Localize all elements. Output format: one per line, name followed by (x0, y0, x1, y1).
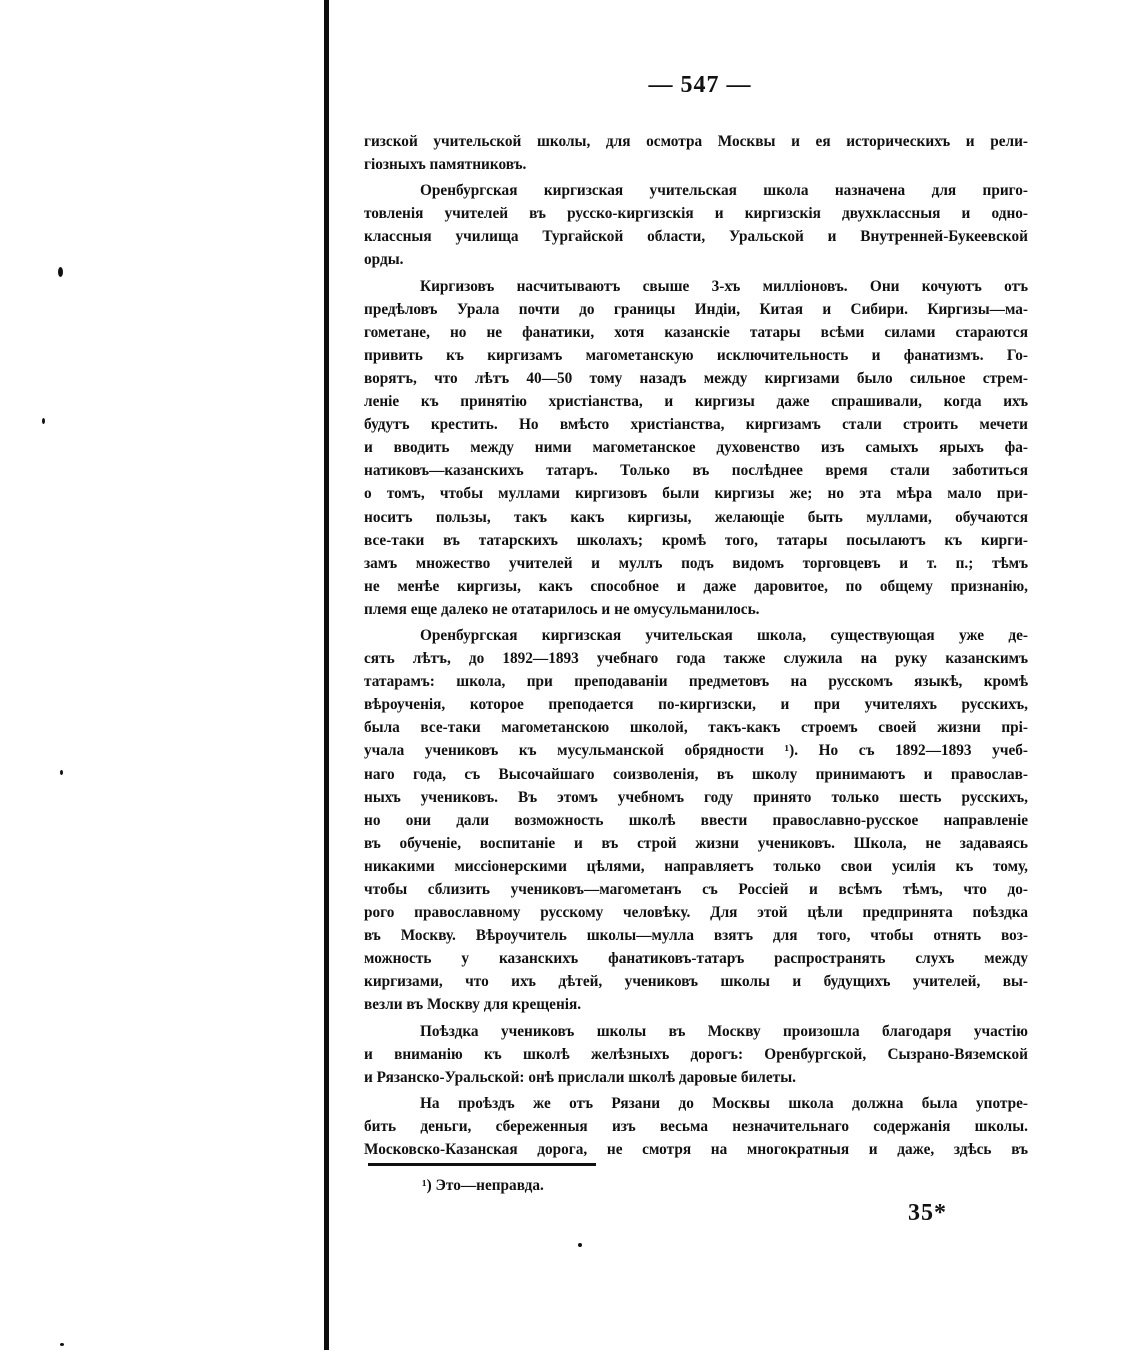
text-line: въ обученіе, воспитаніе и въ строй жизни учениковъ. Школа, не задаваясь (364, 834, 1028, 852)
text-line: носитъ пользы, такъ какъ киргизы, желающіе быть муллами, обучаются (364, 508, 1028, 526)
text-line: Московско-Казанская дорога, не смотря на многократныя и даже, здѣсь въ (364, 1141, 1028, 1159)
body-text (364, 130, 1028, 1161)
text-line: гометане, но не фанатики, хотя казанскіе татары всѣми силами стараются (364, 323, 1028, 341)
margin-speck (42, 418, 45, 424)
binding-gutter-line (324, 0, 329, 1350)
text-line: чтобы сблизить учениковъ—магометанъ съ Россіей и всѣмъ тѣмъ, что до- (364, 881, 1028, 898)
text-line: привить къ киргизамъ магометанскую исключительность и фанатизмъ. Го- (364, 346, 1028, 364)
printer-signature-mark: 35* (908, 1200, 947, 1226)
margin-speck (578, 1243, 582, 1247)
margin-speck (60, 770, 63, 775)
text-line: ныхъ учениковъ. Въ этомъ учебномъ году принято только шесть русскихъ, (364, 788, 1028, 806)
text-line: но они дали возможность школѣ ввести православно-русское направленіе (364, 811, 1028, 829)
page-number: — 547 — (648, 72, 752, 98)
text-line: все-таки въ татарскихъ школахъ; кромѣ того, татары посылаютъ къ кирги- (364, 531, 1028, 549)
text-line: и вниманію къ школѣ желѣзныхъ дорогъ: Оренбургской, Сызрано-Вяземской (364, 1045, 1028, 1063)
text-line: гизской учительской школы, для осмотра Москвы и ея историческихъ и рели- (364, 133, 1028, 150)
paragraph (364, 130, 1028, 176)
text-line: везли въ Москву для крещенія. (364, 996, 582, 1014)
text-line: въ Москву. Вѣроучитель школы—мулла взятъ для того, чтобы отнять воз- (364, 927, 1028, 945)
text-line: Поѣздка учениковъ школы въ Москву произошла благодаря участію (420, 1022, 1028, 1040)
footnote: ¹) Это—неправда. (422, 1177, 544, 1194)
text-line: вѣроученія, которое преподается по-киргизски, и при учителяхъ русскихъ, (364, 696, 1028, 714)
paragraph (364, 1092, 1028, 1161)
text-line: не менѣе киргизы, какъ способное и даже даровитое, по общему признанію, (364, 577, 1028, 595)
footnote-divider (368, 1163, 596, 1166)
text-line: товленія учителей въ русско-киргизскія и киргизскія двухклассныя и одно- (364, 205, 1028, 223)
text-line: была все-таки магометанскою школой, такъ-какъ строемъ своей жизни прі- (364, 719, 1028, 737)
text-line: орды. (364, 251, 404, 269)
text-line: никакими миссіонерскими цѣлями, направляетъ только свои усилія къ тому, (364, 857, 1028, 875)
text-line: Оренбургская киргизская учительская школа назначена для приго- (420, 182, 1028, 200)
text-line: бить деньги, сбереженныя изъ весьма незначительнаго содержанія школы. (364, 1117, 1028, 1135)
paragraph (364, 179, 1028, 271)
text-line: о томъ, чтобы муллами киргизовъ были киргизы же; но эта мѣра мало при- (364, 485, 1028, 503)
text-line: наго года, съ Высочайшаго соизволенія, въ школу принимаютъ и православ- (364, 765, 1028, 783)
paragraph (364, 275, 1028, 621)
text-line: замъ множество учителей и муллъ подъ видомъ торговцевъ и т. п.; тѣмъ (364, 554, 1028, 572)
paragraph (364, 624, 1028, 1017)
text-line: племя еще далеко не отатарилось и не омусульманилось. (364, 600, 760, 618)
text-line: киргизами, что ихъ дѣтей, учениковъ школы и будущихъ учителей, вы- (364, 973, 1028, 991)
text-line: рого православному русскому человѣку. Для этой цѣли предпринята поѣздка (364, 904, 1028, 922)
margin-speck (58, 267, 63, 277)
text-line: будутъ крестить. Но вмѣсто христіанства, киргизамъ стали строить мечети (364, 416, 1028, 434)
text-line: натиковъ—казанскихъ татаръ. Только въ послѣднее время стали заботиться (364, 462, 1028, 480)
text-line: учала учениковъ къ мусульманской обрядности ¹). Но съ 1892—1893 учеб- (364, 742, 1028, 760)
text-line: Оренбургская киргизская учительская школа, существующая уже де- (420, 626, 1028, 644)
text-line: гіозныхъ памятниковъ. (364, 156, 527, 174)
text-line: можность у казанскихъ фанатиковъ-татаръ распространять слухъ между (364, 950, 1028, 968)
text-line: сять лѣтъ, до 1892—1893 учебнаго года также служила на руку казанскимъ (364, 650, 1028, 668)
text-line: леніе къ принятію христіанства, и киргизы даже спрашивали, когда ихъ (364, 393, 1028, 411)
text-line: и вводить между ними магометанское духовенство изъ самыхъ ярыхъ фа- (364, 439, 1028, 457)
text-line: ворятъ, что лѣтъ 40—50 тому назадъ между киргизами было сильное стрем- (364, 369, 1028, 387)
text-line: Киргизовъ насчитываютъ свыше 3-хъ милліоновъ. Они кочуютъ отъ (420, 277, 1028, 295)
paragraph (364, 1020, 1028, 1089)
text-line: классныя училища Тургайской области, Уральской и Внутренней-Букеевской (364, 228, 1028, 246)
text-line: предѣловъ Урала почти до границы Индіи, Китая и Сибири. Киргизы—ма- (364, 300, 1028, 318)
text-line: и Рязанско-Уральской: онѣ прислали школѣ даровые билеты. (364, 1068, 796, 1086)
text-line: На проѣздъ же отъ Рязани до Москвы школа должна была употре- (420, 1094, 1028, 1112)
text-line: татарамъ: школа, при преподаваніи предметовъ на русскомъ языкѣ, кромѣ (364, 673, 1028, 691)
margin-speck (60, 1343, 64, 1346)
